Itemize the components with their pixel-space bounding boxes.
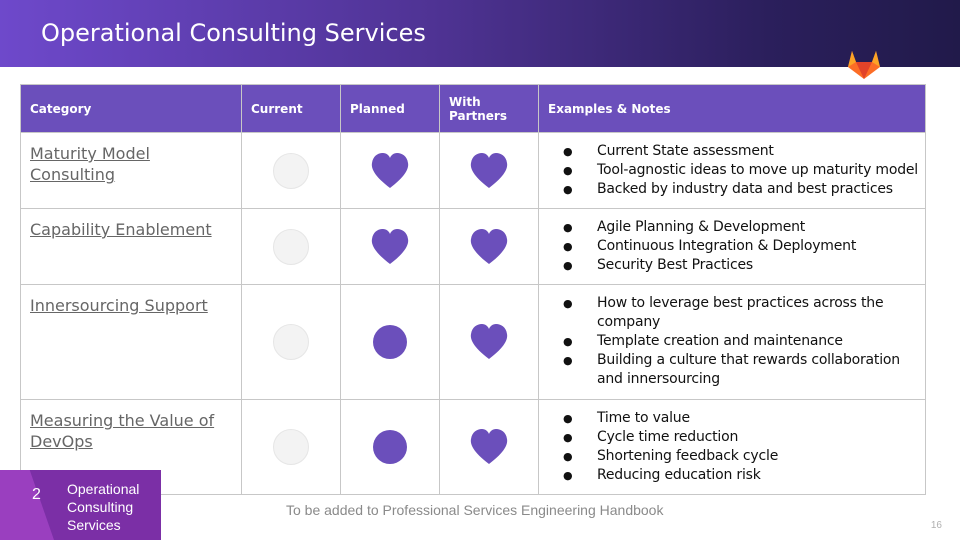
footnote: To be added to Professional Services Engineering Handbook: [286, 502, 664, 518]
filled-circle-icon: [373, 325, 407, 359]
planned-cell: [341, 209, 440, 285]
planned-cell: [341, 400, 440, 495]
heart-icon: [469, 323, 509, 361]
column-header: Current: [242, 85, 341, 133]
partners-cell: [440, 209, 539, 285]
note-item: ● Agile Planning & Development: [563, 218, 919, 237]
note-item: ● Shortening feedback cycle: [563, 447, 919, 466]
services-table: [20, 84, 926, 495]
heart-icon: [469, 428, 509, 466]
note-item: ● Cycle time reduction: [563, 428, 919, 447]
notes-cell: [539, 285, 926, 400]
title-bar: [0, 0, 960, 67]
category-cell: [21, 133, 242, 209]
section-name: Operational Consulting Services: [67, 481, 140, 533]
empty-circle-icon: [273, 324, 309, 360]
table-row: [21, 209, 926, 285]
filled-circle-icon: [373, 430, 407, 464]
notes-cell: [539, 133, 926, 209]
note-item: ● Security Best Practices: [563, 256, 919, 275]
column-header: Category: [21, 85, 242, 133]
empty-circle-icon: [273, 153, 309, 189]
column-header: Examples & Notes: [539, 85, 926, 133]
category-cell: [21, 209, 242, 285]
column-header: Planned: [341, 85, 440, 133]
current-cell: [242, 133, 341, 209]
notes-list: [539, 133, 925, 199]
category-link[interactable]: Capability Enablement: [30, 220, 212, 239]
empty-circle-icon: [273, 229, 309, 265]
column-header: With Partners: [440, 85, 539, 133]
heart-icon: [370, 152, 410, 190]
table-row: [21, 133, 926, 209]
notes-cell: [539, 209, 926, 285]
partners-cell: [440, 133, 539, 209]
planned-cell: [341, 285, 440, 400]
partners-cell: [440, 400, 539, 495]
note-item: ● Continuous Integration & Deployment: [563, 237, 919, 256]
notes-list: [539, 209, 925, 275]
current-cell: [242, 285, 341, 400]
notes-cell: [539, 400, 926, 495]
table-row: [21, 285, 926, 400]
note-item: ● Current State assessment: [563, 142, 919, 161]
note-item: ● Time to value: [563, 409, 919, 428]
page-number: 16: [930, 520, 942, 531]
partners-cell: [440, 285, 539, 400]
notes-list: [539, 285, 925, 389]
page-title: Operational Consulting Services: [41, 19, 426, 47]
category-cell: [21, 285, 242, 400]
category-link[interactable]: Measuring the Value of DevOps: [30, 411, 215, 451]
note-item: ● Template creation and maintenance: [563, 332, 919, 351]
gitlab-tanuki-icon: [847, 48, 881, 80]
current-cell: [242, 209, 341, 285]
heart-icon: [370, 228, 410, 266]
heart-icon: [469, 228, 509, 266]
table-header-row: [21, 85, 926, 133]
current-cell: [242, 400, 341, 495]
note-item: ● Tool-agnostic ideas to move up maturity model: [563, 161, 919, 180]
empty-circle-icon: [273, 429, 309, 465]
category-link[interactable]: Innersourcing Support: [30, 296, 208, 315]
notes-list: [539, 400, 925, 485]
planned-cell: [341, 133, 440, 209]
note-item: ● How to leverage best practices across the company: [563, 294, 919, 332]
note-item: ● Reducing education risk: [563, 466, 919, 485]
note-item: ● Backed by industry data and best practices: [563, 180, 919, 199]
heart-icon: [469, 152, 509, 190]
category-link[interactable]: Maturity Model Consulting: [30, 144, 150, 184]
section-tab[interactable]: [0, 470, 161, 540]
note-item: ● Building a culture that rewards collaboration and innersourcing: [563, 351, 919, 389]
section-number: 2: [32, 486, 41, 503]
